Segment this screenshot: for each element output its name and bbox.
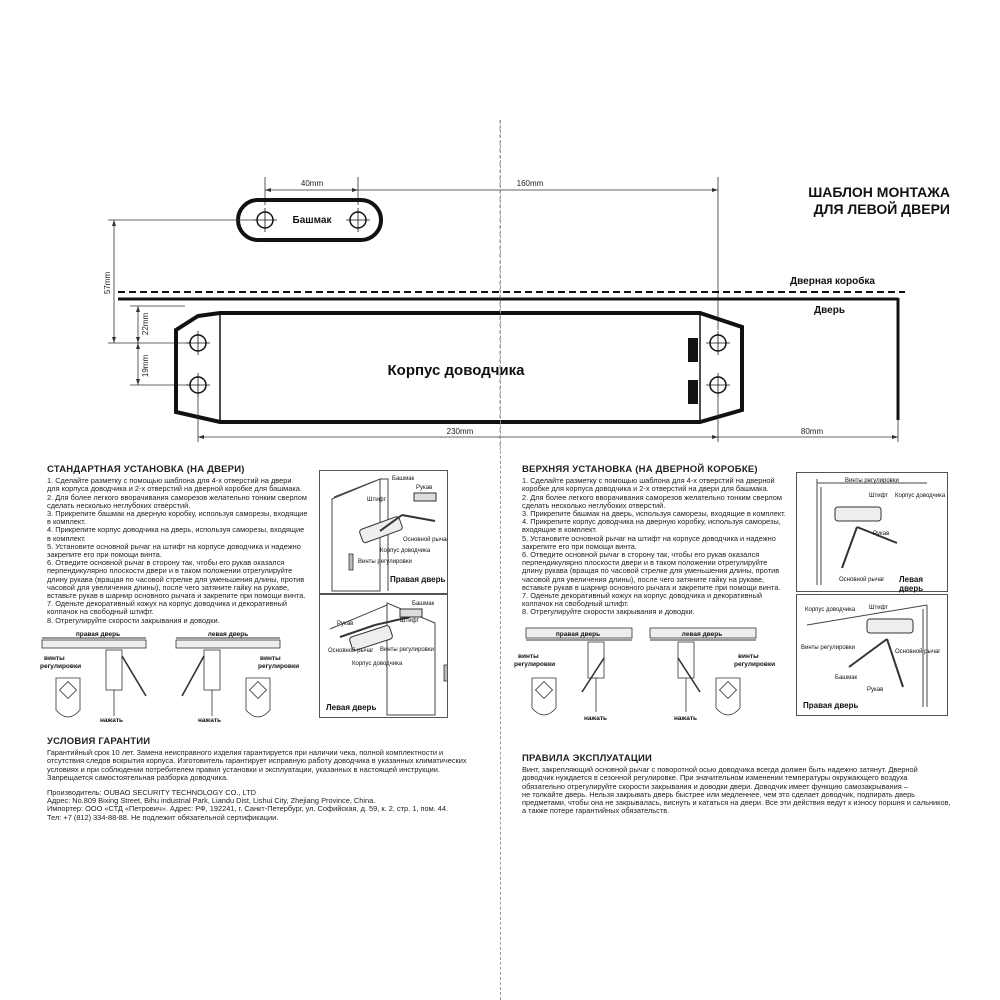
top-step-line: 3. Прикрепите башмак на дверь, используя саморезы, входящие в комплект. xyxy=(522,509,786,519)
body-bracket-bottom xyxy=(688,380,698,404)
top-step-line: 1. Сделайте разметку с помощью шаблона для 4-х отверстий на дверной xyxy=(522,476,775,486)
title-line1: ШАБЛОН МОНТАЖА xyxy=(808,184,950,200)
standard-step-line: 8. Отрегулируйте скорости закрывания и доводки. xyxy=(47,615,220,625)
top-step-line: длину рукава (вращая по часовой стрелке для уменьшения длины, против xyxy=(522,566,780,576)
standard-step-line: 1. Сделайте разметку с помощью шаблона для 4-х отверстий на двери xyxy=(47,476,292,486)
standard-step-line: 5. Установите основной рычаг на штифт на корпусе доводчика и надежно xyxy=(47,541,301,551)
top-rd-screws-label: Винты регулировки xyxy=(801,645,855,651)
top-step-line: колпачок на свободный штифт. xyxy=(522,599,629,609)
top-step-line: входящие в комплект. xyxy=(522,525,598,535)
top-rd-lever-label: Основной рычаг xyxy=(895,649,941,655)
shoe-label: Башмак xyxy=(292,215,332,226)
top-ld-screws-label: Винты регулировки xyxy=(845,478,899,484)
standard-step-line: 3. Прикрепите башмак на дверную коробку, используя саморезы, входящие xyxy=(47,509,308,519)
top-rd-shoe-label: Башмак xyxy=(835,675,858,681)
rules-line: не толкайте дверь. Нельзя закрывать дверь быстрее или медленнее, чем это сделает доводчик, подпирать дверь xyxy=(522,789,916,799)
rules-line: а также потере гарантийных обязательств. xyxy=(522,806,670,816)
manufacturer-info xyxy=(47,789,487,822)
top-ld-caption: Левая дверь xyxy=(899,575,924,593)
top-install-heading: ВЕРХНЯЯ УСТАНОВКА (НА ДВЕРНОЙ КОРОБКЕ) xyxy=(522,464,758,475)
manufacturer-line: Тел: +7 (812) 334-88-88. Не подлежит обязательной сертификации. xyxy=(47,812,279,822)
warranty-heading: УСЛОВИЯ ГАРАНТИИ xyxy=(47,736,151,747)
closer-body-label: Корпус доводчика xyxy=(387,362,525,379)
manufacturer-line: Производитель: OUBAO SECURITY TECHNOLOGY CO., LTD xyxy=(47,788,256,798)
std-sm-press-2: нажать xyxy=(198,717,222,724)
body-hole-top-right xyxy=(706,331,730,355)
std-right-caption: Правая дверь xyxy=(390,575,446,584)
std-left-body-label: Корпус доводчика xyxy=(352,661,403,667)
warranty-section xyxy=(47,738,487,822)
standard-step-line: вставьте рукав в шарнир основного рычага и закрепите при помощи винта. xyxy=(47,591,306,601)
std-right-lever-label: Основной рычаг xyxy=(403,537,447,543)
standard-step-line: 6. Отведите основной рычаг в сторону так, чтобы его рукав оказался xyxy=(47,558,285,568)
body-hole-top-left xyxy=(186,331,210,355)
warranty-line: Гарантийный срок 10 лет. Замена неисправного изделия гарантируется при наличии чека, полной комплектности и xyxy=(47,748,444,758)
standard-step-line: часовой для увеличения длины), после чего затяните гайку на рукаве, xyxy=(47,582,290,592)
manufacturer-line: Адрес: No.809 Bixing Street, Bihu industrial Park, Liandu Dist, Lishui City, Zhejiang Province, China. xyxy=(47,796,376,806)
top-sm-left-door: левая дверь xyxy=(681,631,723,638)
rules-line: предметами, чтобы она не закрывалась, виснуть и кататься на двери. Все эти действия ведут к износу поршня и сальников, xyxy=(522,798,951,808)
rules-line: доводчик нуждается в сезонной регулировке. При значительном изменении температуры окружающего воздуха xyxy=(522,773,908,783)
top-step-line: закрепите его при помощи винта. xyxy=(522,541,637,551)
std-left-lever-label: Основной рычаг xyxy=(328,648,374,654)
top-ld-sleeve-label: Рукав xyxy=(873,531,890,537)
shoe-hole-right xyxy=(346,208,370,232)
warranty-text xyxy=(47,749,487,782)
top-step-line: 4. Прикрепите корпус доводчика на дверную коробку, используя саморезы, xyxy=(522,517,781,527)
top-step-line: 8. Отрегулируйте скорости закрывания и доводки. xyxy=(522,607,695,617)
top-step-line: сделать несколько неглубоких отверстий. xyxy=(522,500,666,510)
figure-standard-left-door xyxy=(319,594,448,718)
top-step-line: перпендикулярно плоскости двери и в таком положении отрегулируйте xyxy=(522,558,768,568)
dim-22: 22mm xyxy=(141,312,150,336)
top-step-line: 5. Установите основной рычаг на штифт на корпусе доводчика и надежно xyxy=(522,533,776,543)
top-install-section xyxy=(522,466,792,617)
std-sm-screws-b: регулировки xyxy=(40,663,82,670)
figure-top-right-door xyxy=(796,594,948,716)
std-sm-screws-a: винты xyxy=(44,655,65,662)
top-step-line: 7. Оденьте декоративный кожух на корпус доводчика и декоративный xyxy=(522,591,763,601)
std-sm-right-door: правая дверь xyxy=(75,631,121,638)
rules-line: обязательно отрегулируйте скорости закрывания и доводки двери. Доводчик имеет функцию самозакрывания – xyxy=(522,781,908,791)
std-right-screws-label: Винты регулировки xyxy=(358,559,412,565)
std-left-caption: Левая дверь xyxy=(326,703,377,712)
top-rd-pin-label: Штифт xyxy=(869,605,889,611)
top-sm-press-1: нажать xyxy=(584,715,608,722)
top-sm-press-2: нажать xyxy=(674,715,698,722)
top-sm-screws-a2: винты xyxy=(738,653,759,660)
top-install-steps xyxy=(522,477,792,616)
std-sm-left-door: левая дверь xyxy=(207,631,249,638)
dim-160: 160mm xyxy=(516,179,544,188)
std-right-sleeve-label: Рукав xyxy=(416,485,433,491)
standard-step-line: перпендикулярно плоскости двери и в таком положении отрегулируйте xyxy=(47,566,293,576)
warranty-line: Запрещается самостоятельная разборка доводчика. xyxy=(47,772,229,782)
frame-label: Дверная коробка xyxy=(790,276,875,287)
figure-top-left-door xyxy=(796,472,948,592)
standard-step-line: 7. Оденьте декоративный кожух на корпус доводчика и декоративный xyxy=(47,599,288,609)
warranty-line: условиях и при соблюдении потребителем правил установки и эксплуатации, указанных в настоящей инструкции. xyxy=(47,764,440,774)
standard-install-section xyxy=(47,466,317,625)
top-step-line: вставьте рукав в шарнир основного рычага и закрепите при помощи винта. xyxy=(522,582,781,592)
std-right-shoe-label: Башмак xyxy=(392,476,415,482)
top-sm-right-door: правая дверь xyxy=(555,631,601,638)
rules-heading: ПРАВИЛА ЭКСПЛУАТАЦИИ xyxy=(522,753,653,764)
rules-section xyxy=(522,755,962,815)
fold-line xyxy=(500,120,501,1000)
title-line2: ДЛЯ ЛЕВОЙ ДВЕРИ xyxy=(813,201,950,217)
standard-install-steps xyxy=(47,477,317,625)
top-ld-body-label: Корпус доводчика xyxy=(895,493,946,499)
body-bracket-top xyxy=(688,338,698,362)
rules-text xyxy=(522,766,962,815)
dim-19: 19mm xyxy=(141,354,150,378)
top-ld-pin-label: Штифт xyxy=(869,493,889,499)
std-left-pin-label: Штифт xyxy=(400,618,420,624)
standard-step-line: в комплект. xyxy=(47,517,86,527)
door-label: Дверь xyxy=(814,305,845,316)
standard-step-line: для корпуса доводчика и 2-х отверстий на дверной коробке для башмака. xyxy=(47,484,302,494)
top-adjust-schematic xyxy=(512,622,792,724)
top-step-line: часовой для увеличения длины), после чего затяните гайку на рукаве, xyxy=(522,574,765,584)
standard-step-line: колпачок на свободный штифт. xyxy=(47,607,154,617)
std-left-sleeve-label: Рукав xyxy=(337,621,354,627)
standard-step-line: закрепите его при помощи винта. xyxy=(47,550,162,560)
standard-step-line: 2. Для более легкого вворачивания саморезов желательно тонким сверлом xyxy=(47,492,307,502)
std-left-screws-label: Винты регулировки xyxy=(380,647,434,653)
std-sm-screws-b2: регулировки xyxy=(258,663,300,670)
dim-80: 80mm xyxy=(800,427,824,436)
standard-install-heading: СТАНДАРТНАЯ УСТАНОВКА (НА ДВЕРИ) xyxy=(47,464,245,475)
standard-adjust-schematic xyxy=(36,626,316,726)
manufacturer-line: Импортер: ООО «СТД «Петрович». Адрес: РФ, 192241, г. Санкт-Петербург, ул. Софийская, д. 59, к. 2, стр. 1, пом. 44. xyxy=(47,804,449,814)
std-right-body-label: Корпус доводчика xyxy=(380,548,431,554)
top-rd-sleeve-label: Рукав xyxy=(867,687,884,693)
dim-57: 57mm xyxy=(103,271,112,295)
standard-step-line: в комплект. xyxy=(47,533,86,543)
std-sm-press-1: нажать xyxy=(100,717,124,724)
std-right-pin-label: Штифт xyxy=(367,497,387,503)
dim-40: 40mm xyxy=(300,179,324,188)
dim-230: 230mm xyxy=(446,427,474,436)
top-sm-screws-b2: регулировки xyxy=(734,661,776,668)
top-step-line: 2. Для более легкого вворачивания саморезов желательно тонким сверлом xyxy=(522,492,782,502)
std-left-shoe-label: Башмак xyxy=(412,601,435,607)
warranty-line: отсутствия следов вскрытия корпуса. Изготовитель гарантирует исправную работу доводчика в указанных климатических xyxy=(47,756,467,766)
top-step-line: коробке для корпуса доводчика и 2-х отверстий на двери для башмака. xyxy=(522,484,769,494)
rules-line: Винт, закрепляющий основной рычаг с поворотной осью доводчика всегда должен быть надежно затянут. Дверной xyxy=(522,765,918,775)
std-sm-screws-a2: винты xyxy=(260,655,281,662)
top-ld-lever-label: Основной рычаг xyxy=(839,577,885,583)
top-step-line: 6. Отведите основной рычаг в сторону так, чтобы его рукав оказался xyxy=(522,550,760,560)
top-sm-screws-a: винты xyxy=(518,653,539,660)
standard-step-line: длину рукава (вращая по часовой стрелке для уменьшения длины, против xyxy=(47,574,305,584)
body-hole-bottom-left xyxy=(186,373,210,397)
top-rd-body-label: Корпус доводчика xyxy=(805,607,856,613)
body-hole-bottom-right xyxy=(706,373,730,397)
top-sm-screws-b: регулировки xyxy=(514,661,556,668)
top-rd-caption: Правая дверь xyxy=(803,701,859,710)
standard-step-line: 4. Прикрепите корпус доводчика на дверь, используя саморезы, входящие xyxy=(47,525,305,535)
figure-standard-right-door xyxy=(319,470,448,594)
standard-step-line: сделать несколько неглубоких отверстий. xyxy=(47,500,191,510)
